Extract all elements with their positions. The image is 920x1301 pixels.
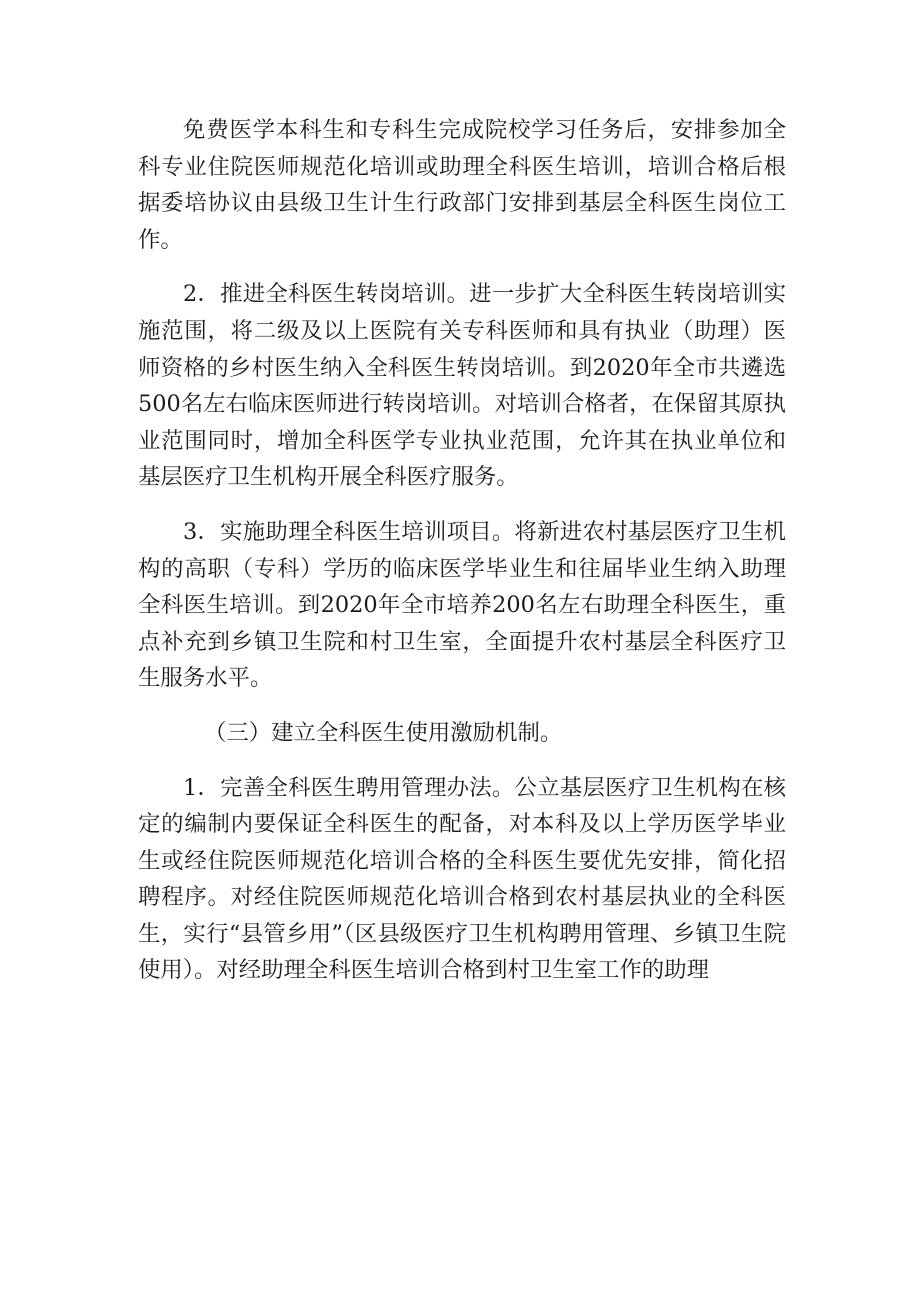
paragraph-transfer-training: 2．推进全科医生转岗培训。进一步扩大全科医生转岗培训实施范围，将二级及以上医院有关专科医师和具有执业（助理）医师资格的乡村医生纳入全科医生转岗培训。到2020年全市共遴选500名左右临床医师进行转岗培训。对培训合格者，在保留其原执业范围同时，增加全科医学专业执业范围，允许其在执业单位和基层医疗卫生机构开展全科医疗服务。 xyxy=(138,281,786,491)
body-text xyxy=(138,112,786,989)
paragraph-assistant-gp-training: 3．实施助理全科医生培训项目。将新进农村基层医疗卫生机构的高职（专科）学历的临床医学毕业生和往届毕业生纳入助理全科医生培训。到2020年全市培养200名左右助理全科医生，重点补充到乡镇卫生院和村卫生室，全面提升农村基层全科医疗卫生服务水平。 xyxy=(138,518,786,692)
section-heading-incentive-mechanism: （三）建立全科医生使用激励机制。 xyxy=(204,719,563,746)
paragraph-free-medical-students: 免费医学本科生和专科生完成院校学习任务后，安排参加全科专业住院医师规范化培训或助理全科医生培训，培训合格后根据委培协议由县级卫生计生行政部门安排到基层全科医生岗位工作。 xyxy=(138,117,786,253)
paragraph-hiring-management: 1．完善全科医生聘用管理办法。公立基层医疗卫生机构在核定的编制内要保证全科医生的配备，对本科及以上学历医学毕业生或经住院医师规范化培训合格的全科医生要优先安排，简化招聘程序。对经住院医师规范化培训合格到农村基层执业的全科医生，实行“县管乡用”（区县级医疗卫生机构聘用管理、乡镇卫生院使用）。对经助理全科医生培训合格到村卫生室工作的助理 xyxy=(138,774,786,984)
